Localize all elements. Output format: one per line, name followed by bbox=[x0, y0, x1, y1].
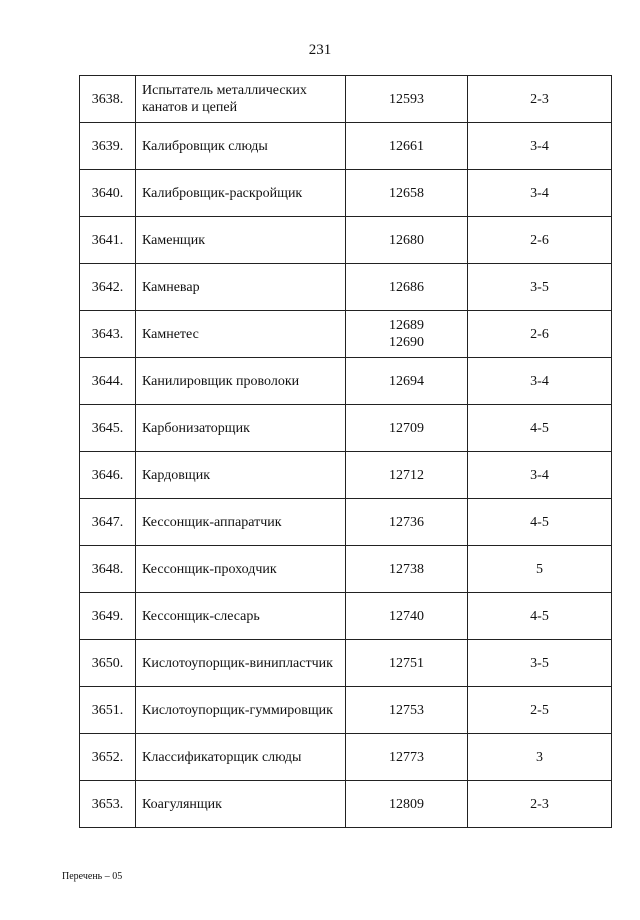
row-number: 3638. bbox=[80, 76, 136, 123]
profession-code-cell bbox=[346, 170, 468, 217]
profession-code-cell bbox=[346, 734, 468, 781]
row-number: 3642. bbox=[80, 264, 136, 311]
profession-code: 12809 bbox=[389, 796, 424, 812]
profession-code: 12661 bbox=[389, 138, 424, 154]
profession-code-cell bbox=[346, 781, 468, 828]
row-number: 3649. bbox=[80, 593, 136, 640]
profession-code-cell bbox=[346, 358, 468, 405]
table-row bbox=[80, 781, 612, 828]
profession-code: 12712 bbox=[389, 467, 424, 483]
professions-table bbox=[79, 75, 612, 828]
profession-name: Кислотоупорщик-гуммировщик bbox=[136, 687, 346, 734]
profession-code-cell bbox=[346, 640, 468, 687]
table-row bbox=[80, 640, 612, 687]
profession-code-cell bbox=[346, 264, 468, 311]
qualification-category: 3 bbox=[468, 734, 612, 781]
profession-name: Кессонщик-слесарь bbox=[136, 593, 346, 640]
row-number: 3643. bbox=[80, 311, 136, 358]
profession-name: Карбонизаторщик bbox=[136, 405, 346, 452]
profession-code-cell bbox=[346, 687, 468, 734]
table-row bbox=[80, 593, 612, 640]
table-row bbox=[80, 546, 612, 593]
qualification-category: 4-5 bbox=[468, 499, 612, 546]
row-number: 3646. bbox=[80, 452, 136, 499]
table-row bbox=[80, 499, 612, 546]
profession-name: Классификаторщик слюды bbox=[136, 734, 346, 781]
profession-code-cell bbox=[346, 76, 468, 123]
qualification-category: 3-4 bbox=[468, 452, 612, 499]
row-number: 3653. bbox=[80, 781, 136, 828]
table-row bbox=[80, 76, 612, 123]
qualification-category: 3-4 bbox=[468, 170, 612, 217]
table-row bbox=[80, 687, 612, 734]
profession-code: 12740 bbox=[389, 608, 424, 624]
qualification-category: 5 bbox=[468, 546, 612, 593]
table-row bbox=[80, 358, 612, 405]
footer-label: Перечень – 05 bbox=[62, 871, 123, 882]
profession-name: Каменщик bbox=[136, 217, 346, 264]
table-row bbox=[80, 311, 612, 358]
qualification-category: 2-5 bbox=[468, 687, 612, 734]
profession-code: 12694 bbox=[389, 373, 424, 389]
profession-name: Калибровщик-раскройщик bbox=[136, 170, 346, 217]
table-row bbox=[80, 405, 612, 452]
row-number: 3641. bbox=[80, 217, 136, 264]
row-number: 3651. bbox=[80, 687, 136, 734]
profession-code-cell bbox=[346, 593, 468, 640]
qualification-category: 2-3 bbox=[468, 76, 612, 123]
table-row bbox=[80, 170, 612, 217]
profession-name: Канилировщик проволоки bbox=[136, 358, 346, 405]
profession-name: Кардовщик bbox=[136, 452, 346, 499]
table-row bbox=[80, 123, 612, 170]
row-number: 3639. bbox=[80, 123, 136, 170]
profession-name: Испытатель металлических канатов и цепей bbox=[136, 76, 346, 123]
profession-name: Калибровщик слюды bbox=[136, 123, 346, 170]
profession-code: 12751 bbox=[389, 655, 424, 671]
row-number: 3644. bbox=[80, 358, 136, 405]
table-body bbox=[80, 76, 612, 828]
table-row bbox=[80, 217, 612, 264]
row-number: 3652. bbox=[80, 734, 136, 781]
table-row bbox=[80, 734, 612, 781]
profession-code-cell bbox=[346, 217, 468, 264]
qualification-category: 3-4 bbox=[468, 123, 612, 170]
profession-code-cell bbox=[346, 546, 468, 593]
profession-code: 12690 bbox=[389, 335, 424, 350]
row-number: 3640. bbox=[80, 170, 136, 217]
qualification-category: 3-4 bbox=[468, 358, 612, 405]
profession-code-cell bbox=[346, 452, 468, 499]
profession-code-cell bbox=[346, 499, 468, 546]
profession-code: 12709 bbox=[389, 420, 424, 436]
row-number: 3645. bbox=[80, 405, 136, 452]
profession-name: Камнетес bbox=[136, 311, 346, 358]
qualification-category: 2-6 bbox=[468, 311, 612, 358]
profession-code-cell bbox=[346, 123, 468, 170]
profession-name: Кислотоупорщик-винипластчик bbox=[136, 640, 346, 687]
qualification-category: 3-5 bbox=[468, 640, 612, 687]
qualification-category: 4-5 bbox=[468, 593, 612, 640]
page-number: 231 bbox=[308, 42, 332, 58]
profession-code: 12680 bbox=[389, 232, 424, 248]
profession-code: 12593 bbox=[389, 91, 424, 107]
profession-name: Кессонщик-проходчик bbox=[136, 546, 346, 593]
row-number: 3647. bbox=[80, 499, 136, 546]
qualification-category: 2-3 bbox=[468, 781, 612, 828]
profession-code: 12773 bbox=[389, 749, 424, 765]
table-row bbox=[80, 452, 612, 499]
qualification-category: 3-5 bbox=[468, 264, 612, 311]
profession-name: Камневар bbox=[136, 264, 346, 311]
row-number: 3650. bbox=[80, 640, 136, 687]
row-number: 3648. bbox=[80, 546, 136, 593]
profession-code: 12689 bbox=[389, 318, 424, 333]
profession-code: 12753 bbox=[389, 702, 424, 718]
profession-code: 12736 bbox=[389, 514, 424, 530]
qualification-category: 2-6 bbox=[468, 217, 612, 264]
profession-code: 12686 bbox=[389, 279, 424, 295]
profession-code: 12658 bbox=[389, 185, 424, 201]
profession-code: 12738 bbox=[389, 561, 424, 577]
qualification-category: 4-5 bbox=[468, 405, 612, 452]
profession-name: Коагулянщик bbox=[136, 781, 346, 828]
table-row bbox=[80, 264, 612, 311]
profession-name: Кессонщик-аппаратчик bbox=[136, 499, 346, 546]
profession-code-cell bbox=[346, 405, 468, 452]
profession-code-cell bbox=[346, 311, 468, 358]
